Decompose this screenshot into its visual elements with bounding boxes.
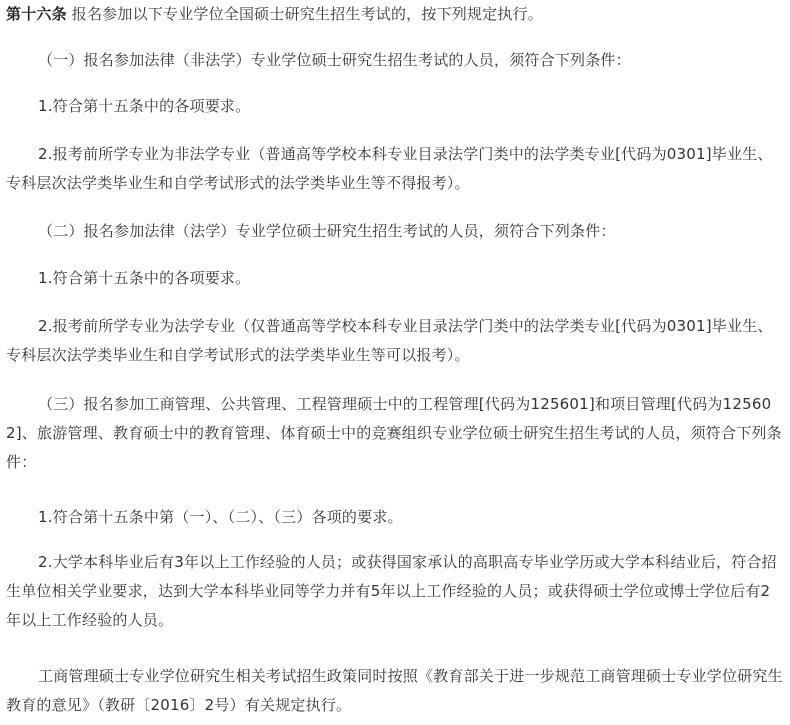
- section2-item2-text: 2.报考前所学专业为法学专业（仅普通高等学校本科专业目录法学门类中的法学类专业[代码为0301]毕业生、专科层次法学类毕业生和自学考试形式的法学类毕业生等可以报考）。: [6, 317, 773, 364]
- section3-item1-text: 1.符合第十五条中第（一）、（二）、（三）各项的要求。: [38, 508, 403, 526]
- section1-item2: [6, 140, 784, 198]
- section3-item1: [6, 503, 784, 532]
- section2-item1: [6, 264, 784, 293]
- section1-item1-text: 1.符合第十五条中的各项要求。: [38, 97, 251, 115]
- section1-heading: [6, 46, 784, 75]
- article-label: 第十六条: [6, 5, 67, 23]
- article-intro-paragraph: [6, 0, 784, 29]
- section2-item1-text: 1.符合第十五条中的各项要求。: [38, 269, 251, 287]
- section3-heading-text: （三）报名参加工商管理、公共管理、工程管理硕士中的工程管理[代码为125601]和项目管理[代码为125602]、旅游管理、教育硕士中的教育管理、体育硕士中的竞赛组织专业学位硕士研究生招生考试的人员，须符合下列条件：: [6, 395, 782, 471]
- section1-item1: [6, 92, 784, 121]
- section2-item2: [6, 312, 784, 370]
- section3-item2: [6, 548, 784, 635]
- section1-heading-text: （一）报名参加法律（非法学）专业学位硕士研究生招生考试的人员，须符合下列条件：: [38, 51, 631, 69]
- section3-heading: [6, 390, 784, 477]
- section1-item2-text: 2.报考前所学专业为非法学专业（普通高等学校本科专业目录法学门类中的法学类专业[代码为0301]毕业生、专科层次法学类毕业生和自学考试形式的法学类毕业生等不得报考）。: [6, 145, 773, 192]
- section3-item2-text: 2.大学本科毕业后有3年以上工作经验的人员；或获得国家承认的高职高专毕业学历或大学本科结业后，符合招生单位相关学业要求，达到大学本科毕业同等学力并有5年以上工作经验的人员；或获得硕士学位或博士学位后有2年以上工作经验的人员。: [6, 553, 777, 629]
- section2-heading-text: （二）报名参加法律（法学）专业学位硕士研究生招生考试的人员，须符合下列条件：: [38, 222, 616, 240]
- article-intro-text: 报名参加以下专业学位全国硕士研究生招生考试的，按下列规定执行。: [66, 5, 543, 23]
- section2-heading: [6, 217, 784, 246]
- closing-note-text: 工商管理硕士专业学位研究生相关考试招生政策同时按照《教育部关于进一步规范工商管理硕士专业学位研究生教育的意见》（教研〔2016〕2号）有关规定执行。: [6, 667, 783, 714]
- closing-note: [6, 662, 784, 720]
